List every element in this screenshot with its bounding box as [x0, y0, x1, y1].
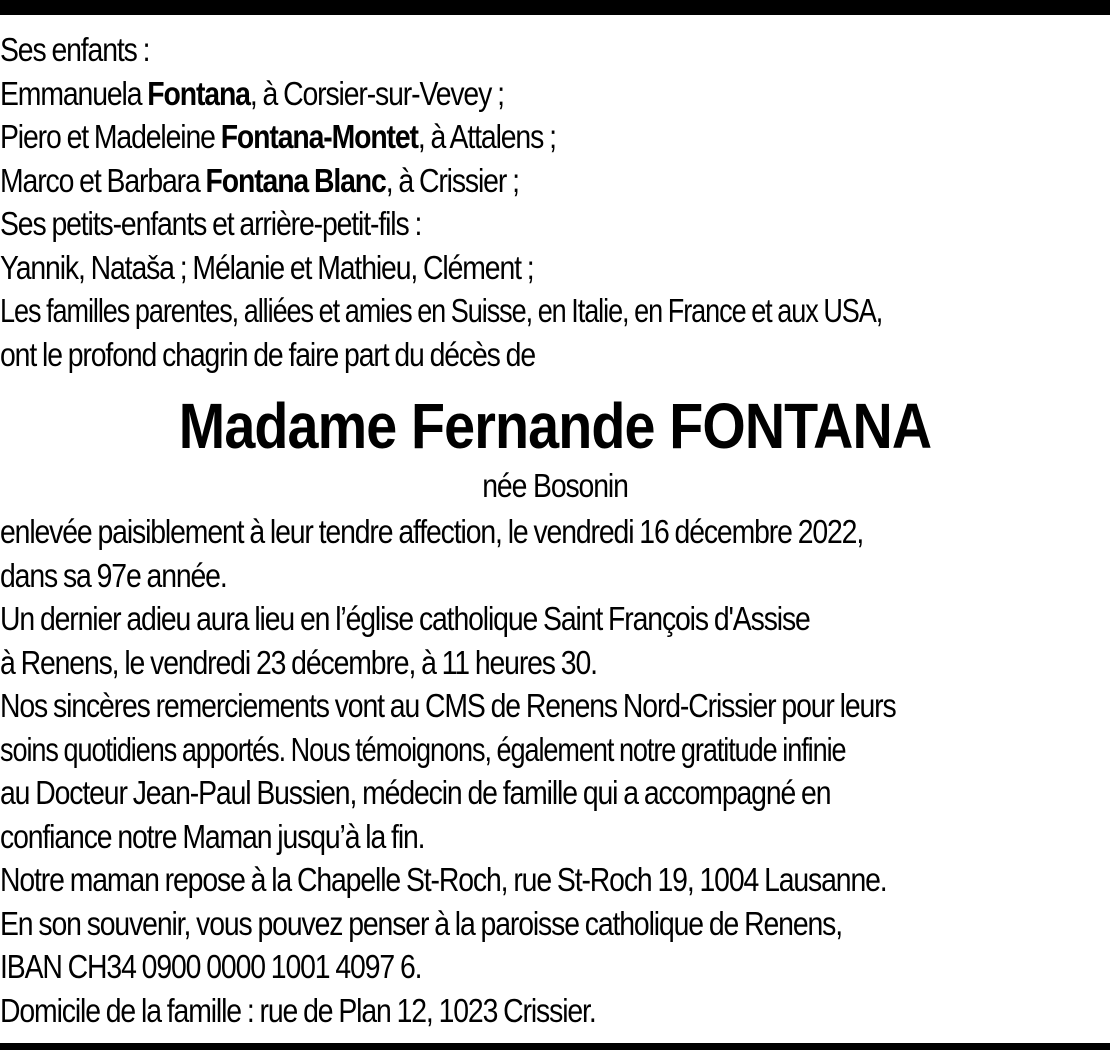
body-line-12: Domicile de la famille : rue de Plan 12, 1023 Crissier.: [0, 991, 596, 1029]
announcement-line: ont le profond chagrin de faire part du décès de: [0, 335, 535, 373]
body-line-2: dans sa 97e année.: [0, 556, 227, 594]
child-1-place: , à Corsier-sur-Vevey ;: [249, 74, 504, 112]
maiden-name: née Bosonin: [482, 467, 628, 504]
body-line-9: Notre maman repose à la Chapelle St-Roch, rue St-Roch 19, 1004 Lausanne.: [0, 861, 887, 898]
body-line-10: En son souvenir, vous pouvez penser à la paroisse catholique de Renens,: [0, 904, 842, 942]
body-line-11: IBAN CH34 0900 0000 1001 4097 6.: [0, 948, 422, 985]
child-2-place: , à Attalens ;: [417, 118, 556, 155]
child-2-first-names: Piero et Madeleine: [0, 118, 221, 155]
child-2-surname: Fontana-Montet: [220, 118, 418, 155]
child-line-2: [0, 115, 1109, 159]
child-1-first-names: Emmanuela: [0, 74, 148, 112]
body-line-5: Nos sincères remerciements vont au CMS de Renens Nord-Crissier pour leurs: [0, 687, 896, 724]
grandchildren-names: Yannik, Nataša ; Mélanie et Mathieu, Clément ;: [0, 248, 534, 286]
obituary-notice: [0, 28, 1110, 1032]
body-line-1: enlevée paisiblement à leur tendre affection, le vendredi 16 décembre 2022,: [0, 513, 864, 550]
child-line-1: [0, 72, 1109, 116]
child-3-first-names: Marco et Barbara: [0, 161, 206, 199]
deceased-name: Madame Fernande FONTANA: [178, 390, 932, 462]
body-line-3: Un dernier adieu aura lieu en l’église catholique Saint François d'Assise: [0, 600, 810, 637]
body-line-7: au Docteur Jean-Paul Bussien, médecin de famille qui a accompagné en: [0, 774, 831, 811]
body-line-6: soins quotidiens apportés. Nous témoignons, également notre gratitude infinie: [0, 730, 846, 768]
child-3-surname: Fontana Blanc: [205, 161, 386, 199]
child-1-surname: Fontana: [147, 74, 250, 112]
relatives-line: Les familles parentes, alliées et amies en Suisse, en Italie, en France et aux USA,: [0, 292, 883, 329]
grandchildren-heading: Ses petits-enfants et arrière-petit-fils :: [0, 205, 422, 242]
children-heading: Ses enfants :: [0, 31, 150, 68]
top-border-rule: [0, 0, 1110, 15]
body-line-8: confiance notre Maman jusqu’à la fin.: [0, 817, 425, 855]
body-line-4: à Renens, le vendredi 23 décembre, à 11 heures 30.: [0, 643, 597, 681]
child-3-place: , à Crissier ;: [385, 161, 519, 199]
bottom-border-rule: [0, 1043, 1110, 1050]
child-line-3: [0, 159, 1109, 203]
